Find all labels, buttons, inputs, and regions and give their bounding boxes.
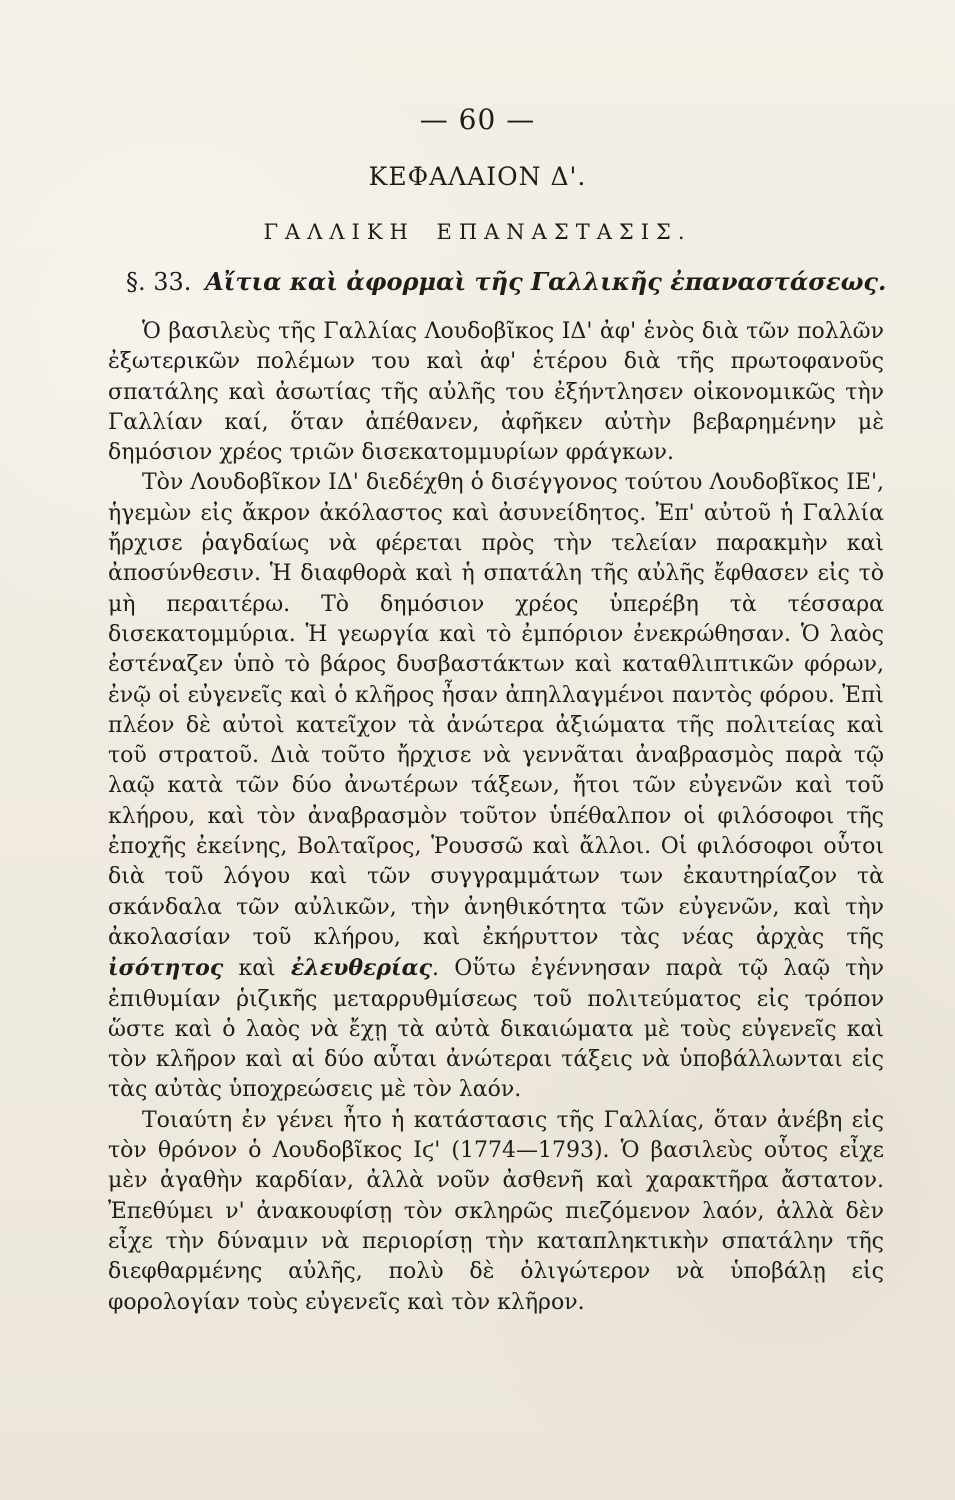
subsection-heading: Αἴτια καὶ ἀφορμαὶ τῆς Γαλλικῆς ἐπαναστάσεως. xyxy=(205,267,887,296)
paragraph-3: Τοιαύτη ἐν γένει ἦτο ἡ κατάστασις τῆς Γαλλίας, ὅταν ἀνέβη εἰς τὸν θρόνον ὁ Λουδοβῖκος Ιϛ' (1774—1793). Ὁ βασιλεὺς οὗτος εἶχε μὲν ἀγαθὴν καρδίαν, ἀλλὰ νοῦν ἀσθενῆ καὶ χαρακτῆρα ἄστατον. Ἐπεθύμει ν' ἀνακουφίσῃ τὸν σκληρῶς πιεζόμενον λαόν, ἀλλὰ δὲν εἶχε τὴν δύναμιν νὰ περιορίσῃ τὴν καταπληκτικὴν σπατάλην τῆς διεφθαρμένης αὐλῆς, πολὺ δὲ ὀλιγώτερον νὰ ὑποβάλῃ εἰς φορολογίαν τοὺς εὐγενεῖς καὶ τὸν κλῆρον. xyxy=(108,1107,884,1315)
paragraph-2 xyxy=(108,468,884,1105)
subsection-title xyxy=(126,268,886,297)
chapter-title: ΚΕΦΑΛΑΙΟΝ Δ'. xyxy=(368,162,587,191)
paragraph-2-part-3: . Οὕτω ἐγέννησαν παρὰ τῷ λαῷ τὴν ἐπιθυμίαν ῥιζικῆς μεταρρυθμίσεως τοῦ πολιτεύματος εἰς τρόπον ὥστε καὶ ὁ λαὸς νὰ ἔχῃ τὰ αὐτὰ δικαιώματα μὲ τοὺς εὐγενεῖς καὶ τὸν κλῆρον καὶ αἱ δύο αὗται ἀνώτεραι τάξεις νὰ ὑποβάλλωνται εἰς τὰς αὐτὰς ὑποχρεώσεις μὲ τὸν λαόν. xyxy=(108,956,884,1103)
page-number: — 60 — xyxy=(419,103,536,136)
emphasis-isotitos: ἰσότητος xyxy=(108,955,224,982)
emphasis-eleftherias: ἐλευθερίας xyxy=(290,955,432,982)
section-header: ΓΑΛΛΙΚΗ ΕΠΑΝΑΣΤΑΣΙΣ. xyxy=(263,220,692,244)
subsection-number: §. 33. xyxy=(126,268,192,296)
body-text xyxy=(108,317,884,1318)
paragraph-2-part-1: Τὸν Λουδοβῖκον ΙΔ' διεδέχθη ὁ δισέγγονος τούτου Λουδοβῖκος ΙΕ', ἡγεμὼν εἰς ἄκρον ἀκόλαστος καὶ ἀσυνείδητος. Ἐπ' αὐτοῦ ἡ Γαλλία ἤρχισε ῥαγδαίως νὰ φέρεται πρὸς τὴν τελείαν παρακμὴν καὶ ἀποσύνθεσιν. Ἡ διαφθορὰ καὶ ἡ σπατάλη τῆς αὐλῆς ἔφθασεν εἰς τὸ μὴ περαιτέρω. Τὸ δημόσιον χρέος ὑπερέβη τὰ τέσσαρα δισεκατομμύρια. Ἡ γεωργία καὶ τὸ ἐμπόριον ἐνεκρώθησαν. Ὁ λαὸς ἐστέναζεν ὑπὸ τὸ βάρος δυσβαστάκτων καὶ καταθλιπτικῶν φόρων, ἐνῷ οἱ εὐγενεῖς καὶ ὁ κλῆρος ἦσαν ἀπηλλαγμένοι παντὸς φόρου. Ἐπὶ πλέον δὲ αὐτοὶ κατεῖχον τὰ ἀνώτερα ἀξιώματα τῆς πολιτείας καὶ τοῦ στρατοῦ. Διὰ τοῦτο ἤρχισε νὰ γεννᾶται ἀναβρασμὸς παρὰ τῷ λαῷ κατὰ τῶν δύο ἀνωτέρων τάξεων, ἤτοι τῶν εὐγενῶν καὶ τοῦ κλήρου, καὶ τὸν ἀναβρασμὸν τοῦτον ὑπέθαλπον οἱ φιλόσοφοι τῆς ἐποχῆς ἐκείνης, Βολταῖρος, Ῥουσσῶ καὶ ἄλλοι. Οἱ φιλόσοφοι οὗτοι διὰ τοῦ λόγου καὶ τῶν συγγραμμάτων των ἐκαυτηρίαζον τὰ σκάνδαλα τῶν αὐλικῶν, τὴν ἀνηθικότητα τῶν εὐγενῶν, καὶ τὴν ἀκολασίαν τοῦ κλήρου, καὶ ἐκήρυττον τὰς νέας ἀρχὰς τῆς xyxy=(108,470,884,950)
paragraph-2-part-2: καὶ xyxy=(238,956,276,982)
paragraph-1: Ὁ βασιλεὺς τῆς Γαλλίας Λουδοβῖκος ΙΔ' ἀφ' ἑνὸς διὰ τῶν πολλῶν ἐξωτερικῶν πολέμων του καὶ ἀφ' ἑτέρου διὰ τῆς πρωτοφανοῦς σπατάλης καὶ ἀσωτίας τῆς αὐλῆς του ἐξήντλησεν οἰκονομικῶς τὴν Γαλλίαν καί, ὅταν ἀπέθανεν, ἀφῆκεν αὐτὴν βεβαρημένην μὲ δημόσιον χρέος τριῶν δισεκατομμυρίων φράγκων. xyxy=(108,319,884,466)
